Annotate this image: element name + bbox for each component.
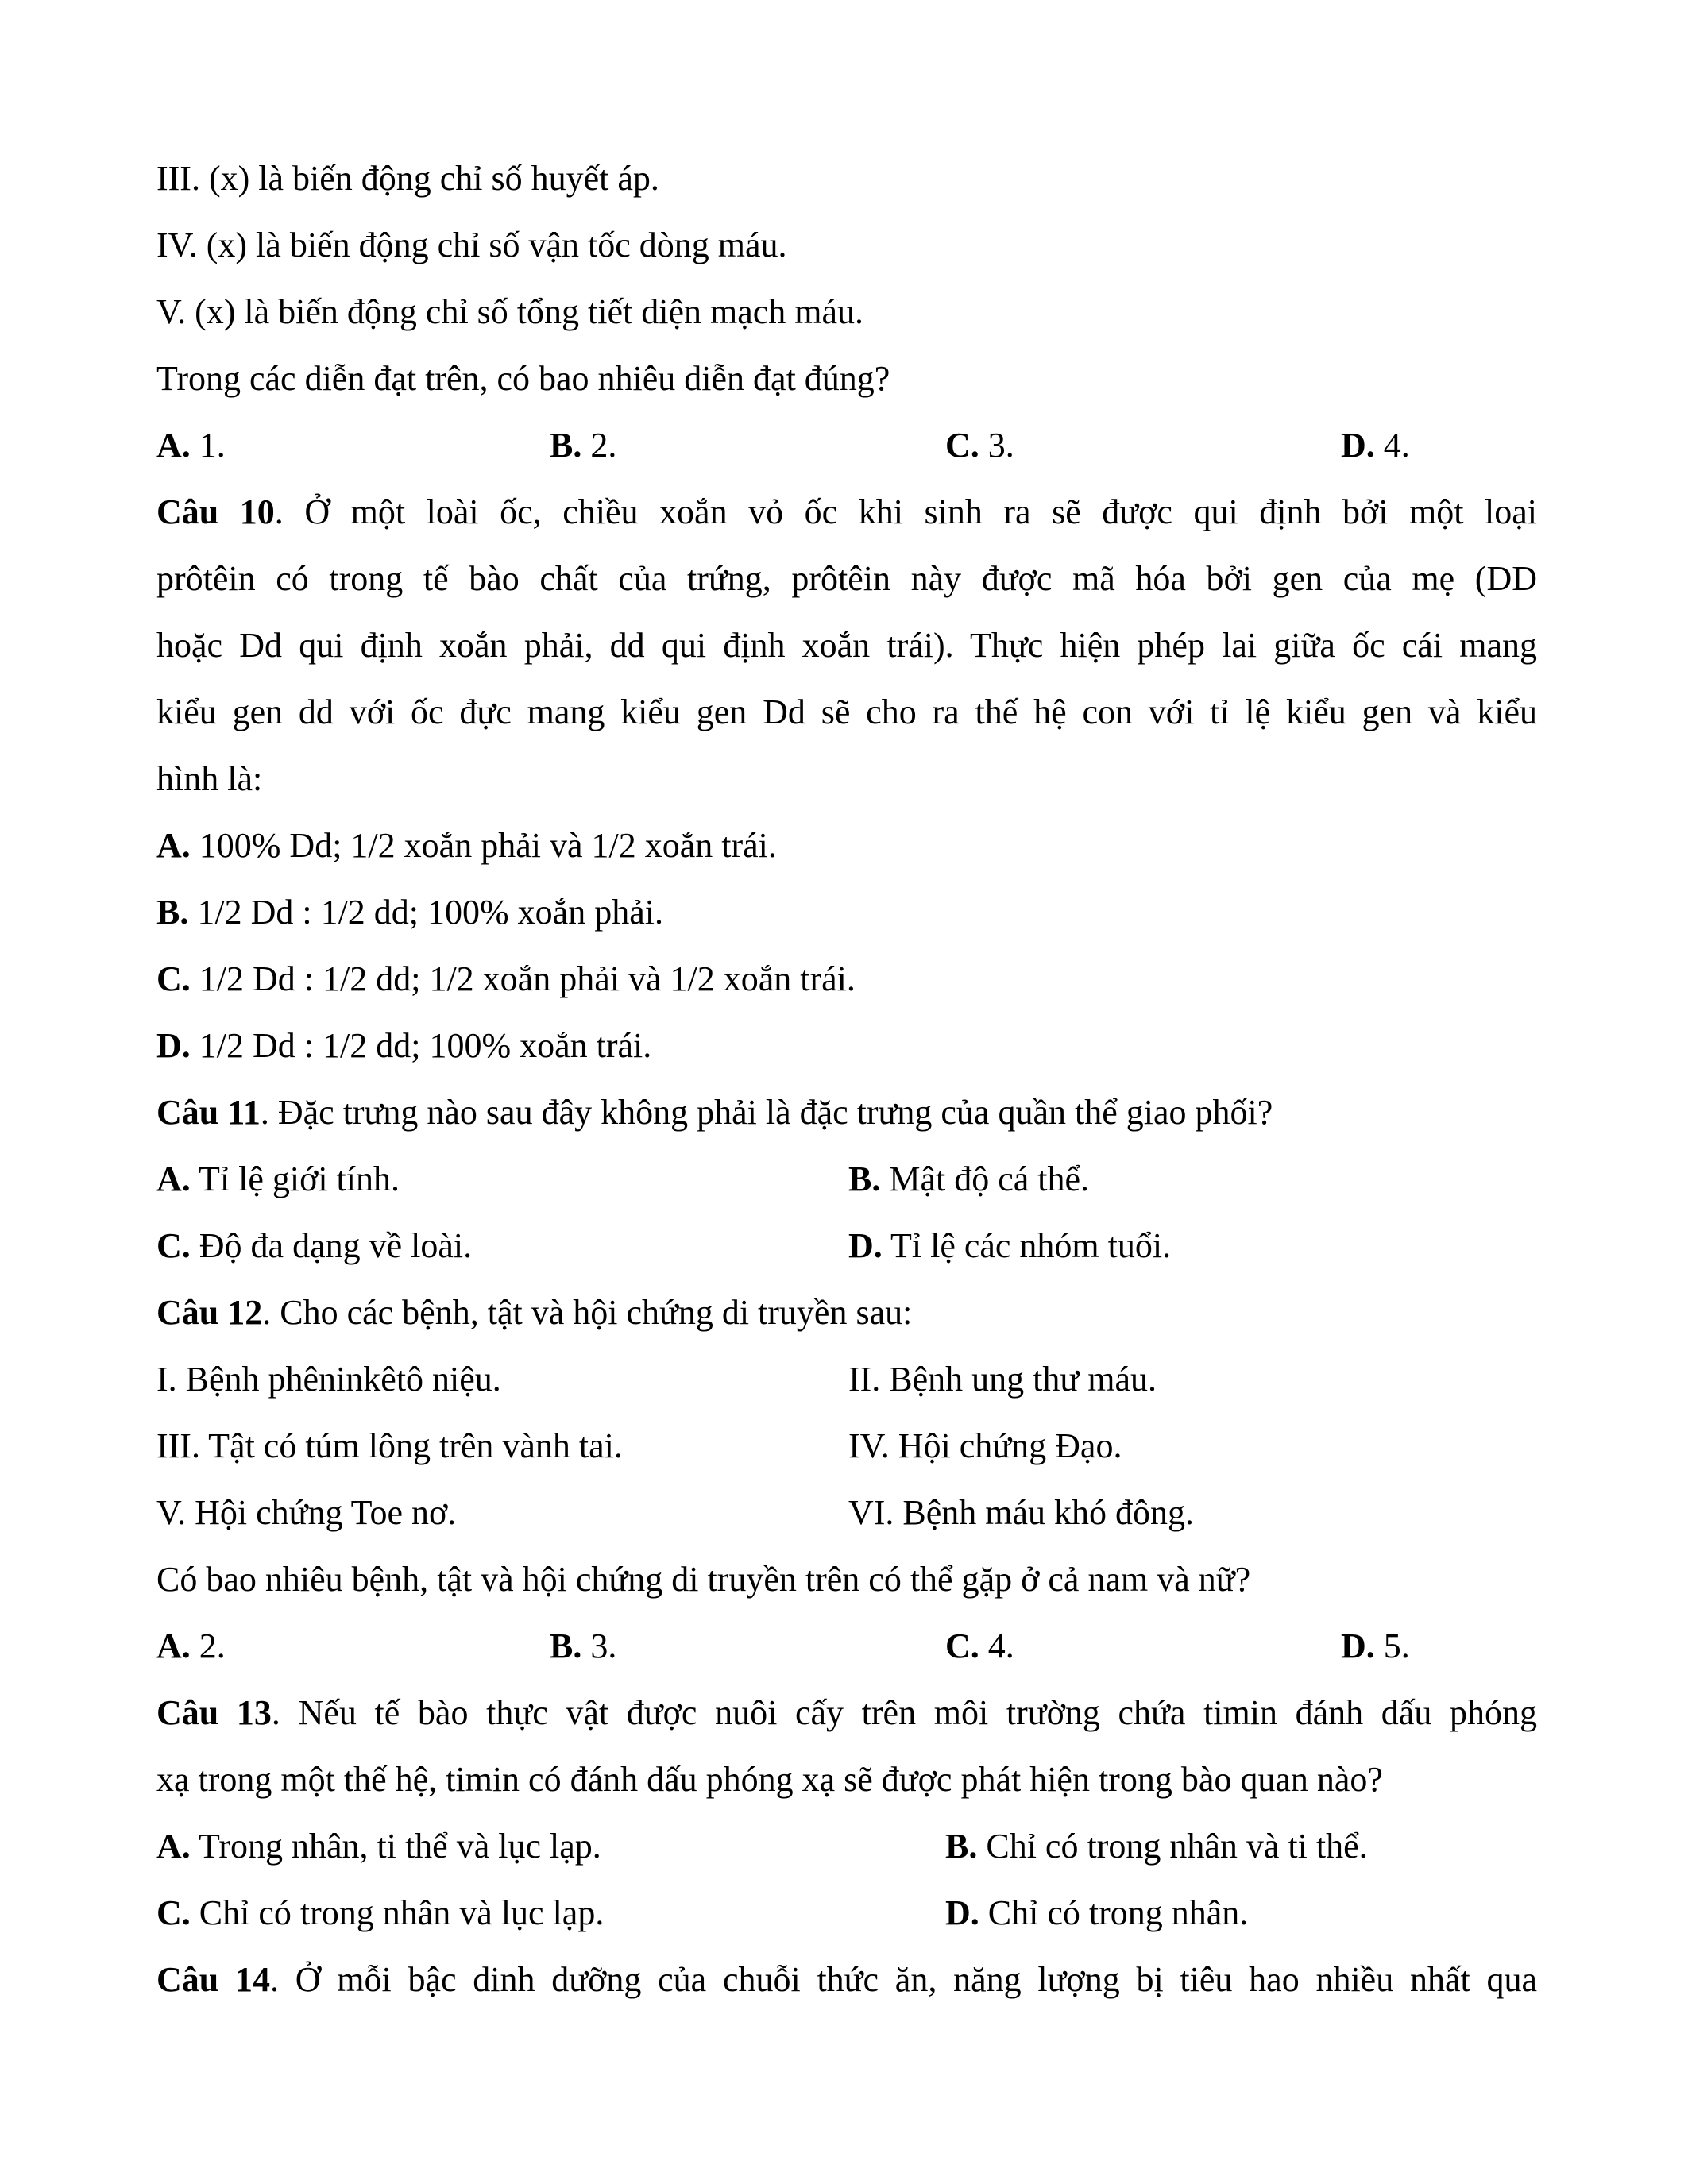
q11-option-d: D. Tỉ lệ các nhóm tuổi. (848, 1226, 1172, 1265)
q12-option-c: C. 4. (945, 1626, 1014, 1665)
q11-stem: Câu 11. Đặc trưng nào sau đây không phải là đặc trưng của quần thể giao phối? (156, 1093, 1273, 1132)
q11-option-a: A. Tỉ lệ giới tính. (156, 1160, 400, 1198)
q12-item-5: V. Hội chứng Toe nơ. (156, 1493, 457, 1532)
q9-statement-3: III. (x) là biến động chỉ số huyết áp. (156, 159, 659, 198)
q9-options (156, 422, 1537, 469)
q10-stem-line-4: kiểu gen dd với ốc đực mang kiểu gen Dd sẽ cho ra thế hệ con với tỉ lệ kiểu gen và kiểu (156, 693, 1537, 731)
q13-option-a: A. Trong nhân, ti thể và lục lạp. (156, 1827, 601, 1866)
q11-options-row-1 (156, 1156, 1537, 1203)
q9-statement-5: V. (x) là biến động chỉ số tổng tiết diện mạch máu. (156, 292, 864, 331)
q13-options-row-1 (156, 1823, 1537, 1870)
q13-option-c: C. Chỉ có trong nhân và lục lạp. (156, 1893, 605, 1932)
q9-option-b: B. 2. (550, 426, 617, 465)
q12-item-2: II. Bệnh ung thư máu. (848, 1360, 1157, 1399)
q10-stem-line-3: hoặc Dd qui định xoắn phải, dd qui định xoắn trái). Thực hiện phép lai giữa ốc cái mang (156, 626, 1537, 665)
q10-stem-line-2: prôtêin có trong tế bào chất của trứng, prôtêin này được mã hóa bởi gen của mẹ (DD (156, 559, 1537, 598)
q10-option-d: D. 1/2 Dd : 1/2 dd; 100% xoắn trái. (156, 1026, 652, 1065)
q11-option-b: B. Mật độ cá thể. (848, 1160, 1090, 1198)
q9-option-c: C. 3. (945, 426, 1014, 465)
q12-items-row-2 (156, 1422, 1537, 1470)
q12-item-4: IV. Hội chứng Đạo. (848, 1426, 1122, 1465)
q13-stem-line-1: Câu 13. Nếu tế bào thực vật được nuôi cấy trên môi trường chứa timin đánh dấu phóng (156, 1693, 1537, 1732)
q11-option-c: C. Độ đa dạng về loài. (156, 1226, 473, 1265)
q13-option-b: B. Chỉ có trong nhân và ti thể. (945, 1827, 1368, 1866)
q13-stem-line-2: xạ trong một thế hệ, timin có đánh dấu phóng xạ sẽ được phát hiện trong bào quan nào? (156, 1760, 1383, 1799)
q10-stem-line-5: hình là: (156, 759, 263, 798)
q12-prompt: Có bao nhiêu bệnh, tật và hội chứng di truyền trên có thể gặp ở cả nam và nữ? (156, 1560, 1251, 1599)
q13-options-row-2 (156, 1889, 1537, 1937)
q14-stem: Câu 14. Ở mỗi bậc dinh dưỡng của chuỗi thức ăn, năng lượng bị tiêu hao nhiều nhất qua (156, 1960, 1537, 1999)
q12-item-3: III. Tật có túm lông trên vành tai. (156, 1426, 623, 1465)
q9-option-d: D. 4. (1341, 426, 1410, 465)
q13-option-d: D. Chỉ có trong nhân. (945, 1893, 1249, 1932)
q12-item-6: VI. Bệnh máu khó đông. (848, 1493, 1195, 1532)
q10-option-b: B. 1/2 Dd : 1/2 dd; 100% xoắn phải. (156, 893, 663, 932)
q11-label: Câu 11 (156, 1093, 261, 1132)
q9-prompt: Trong các diễn đạt trên, có bao nhiêu diễn đạt đúng? (156, 359, 890, 398)
q12-items-row-3 (156, 1489, 1537, 1537)
q12-option-a: A. 2. (156, 1626, 226, 1665)
q14-label: Câu 14 (156, 1960, 270, 1999)
q12-options (156, 1623, 1537, 1670)
q12-item-1: I. Bệnh phêninkêtô niệu. (156, 1360, 501, 1399)
q12-option-b: B. 3. (550, 1626, 617, 1665)
q10-option-a: A. 100% Dd; 1/2 xoắn phải và 1/2 xoắn trái. (156, 826, 777, 865)
q10-label: Câu 10 (156, 492, 275, 531)
q9-statement-4: IV. (x) là biến động chỉ số vận tốc dòng máu. (156, 226, 787, 264)
q9-option-a: A. 1. (156, 426, 226, 465)
q12-stem: Câu 12. Cho các bệnh, tật và hội chứng di truyền sau: (156, 1293, 913, 1332)
q12-label: Câu 12 (156, 1293, 263, 1332)
q11-options-row-2 (156, 1222, 1537, 1270)
q12-items-row-1 (156, 1356, 1537, 1403)
q12-option-d: D. 5. (1341, 1626, 1410, 1665)
q13-label: Câu 13 (156, 1693, 272, 1732)
q10-option-c: C. 1/2 Dd : 1/2 dd; 1/2 xoắn phải và 1/2 xoắn trái. (156, 959, 856, 998)
q10-stem-line-1: Câu 10. Ở một loài ốc, chiều xoắn vỏ ốc khi sinh ra sẽ được qui định bởi một loại (156, 492, 1538, 531)
